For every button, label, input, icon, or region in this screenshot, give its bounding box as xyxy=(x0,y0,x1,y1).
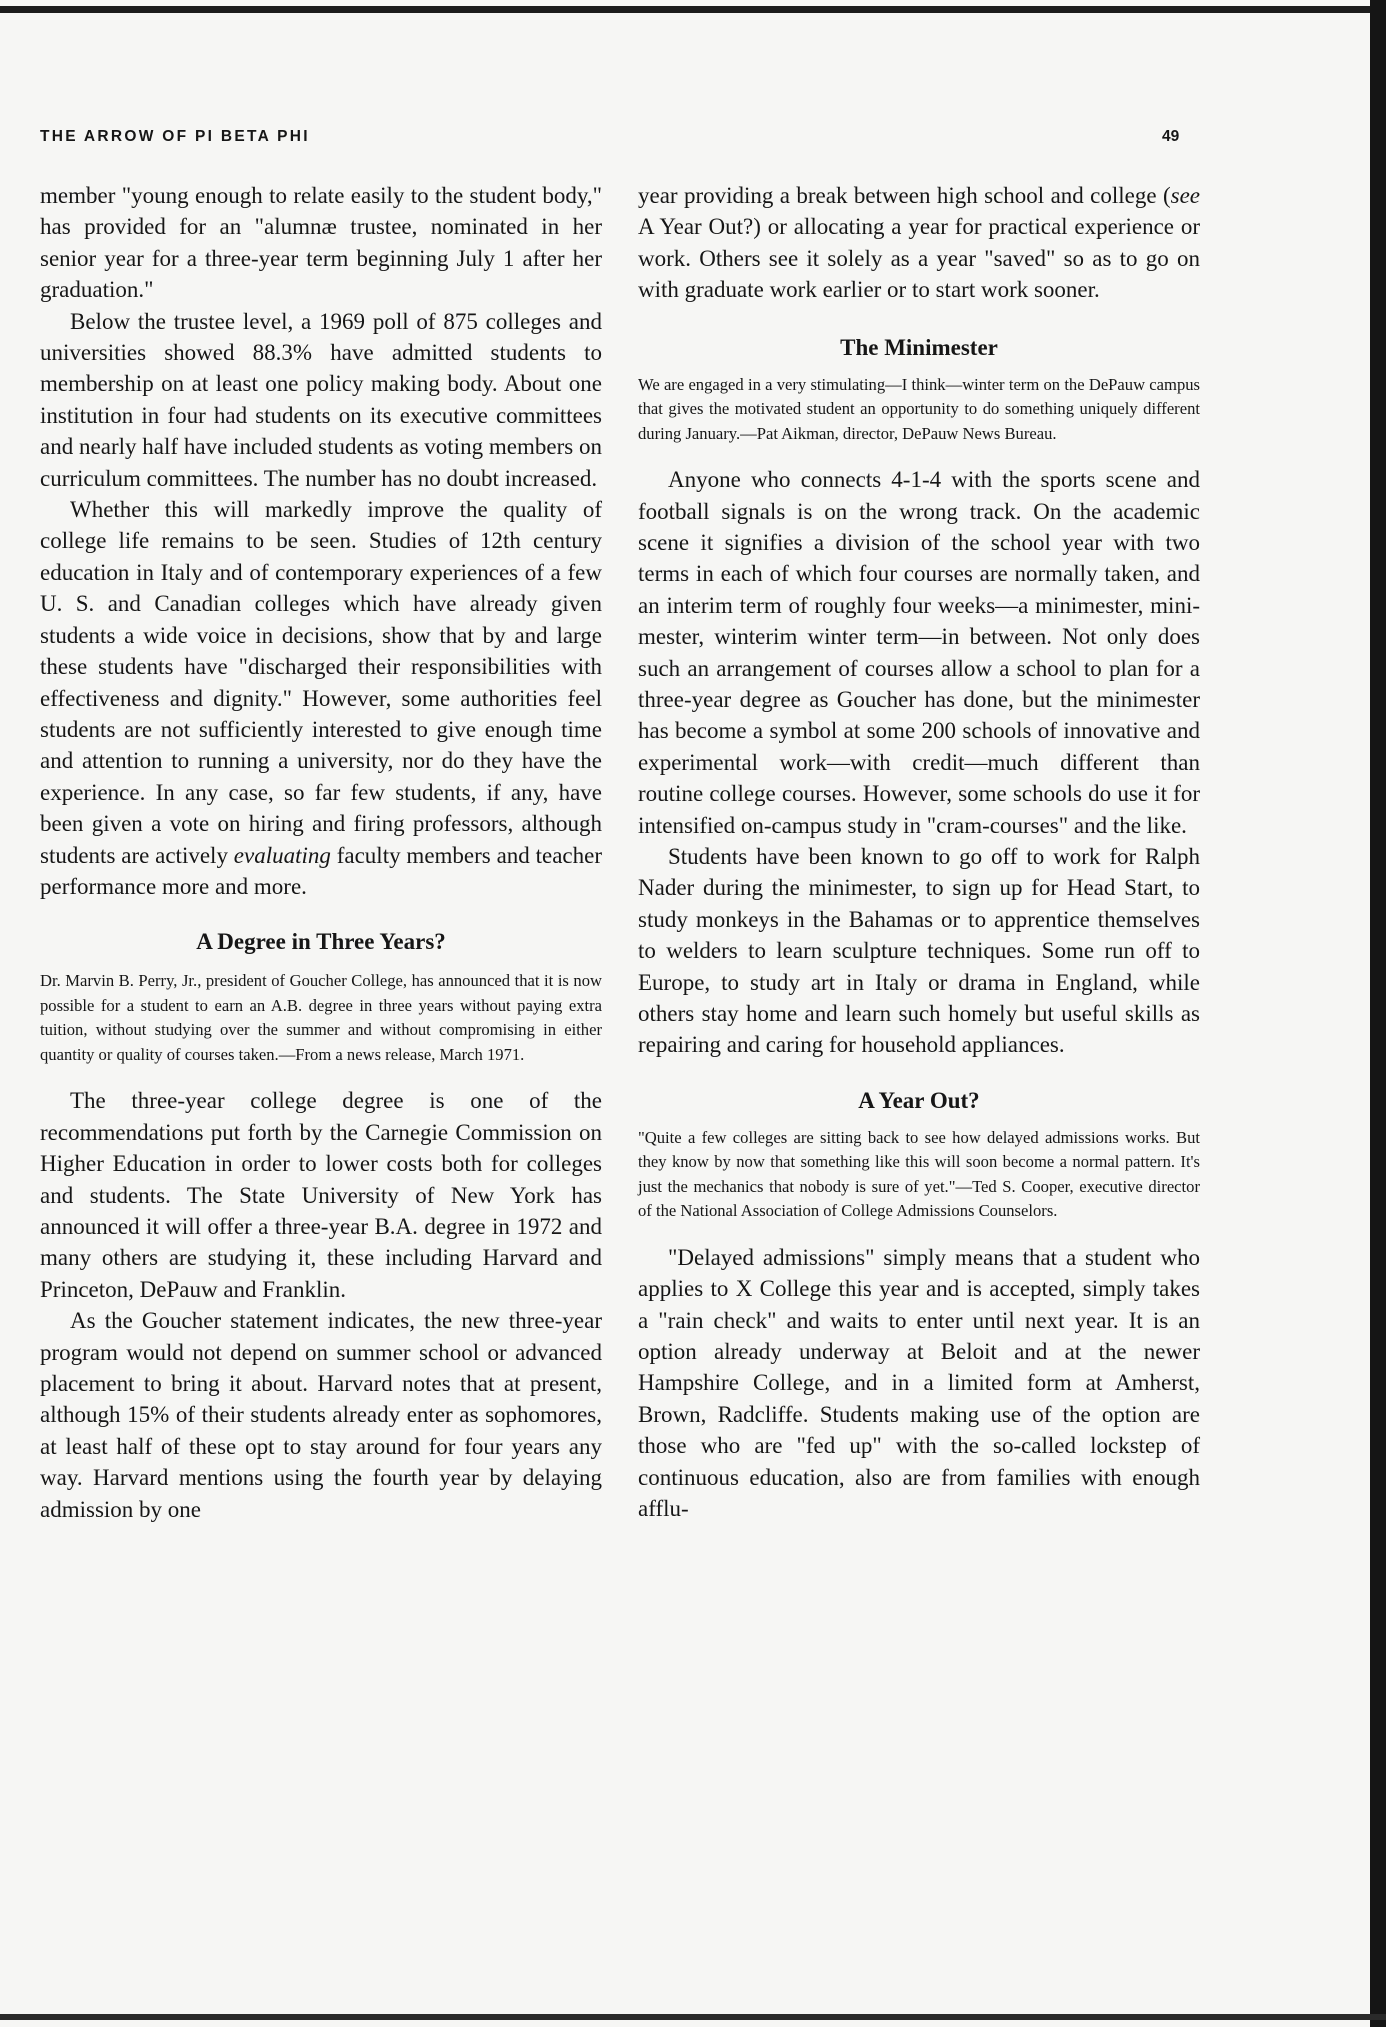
left-paragraph-4: The three-year college degree is one of the recommendations put forth by the Carnegie Commission on Higher Education in order to lower costs both for colleges and students. The State University of New York has announced it will offer a three-year B.A. degree in 1972 and many others are studying it, these including Harvard and Princeton, DePauw and Franklin. xyxy=(40,1088,602,1302)
quote-depauw: We are engaged in a very stimulating—I think—winter term on the DePauw campus that gives the motivated student an opportunity to do something uniquely different during January.—Pat Aikman, director, DePauw News Bureau. xyxy=(638,374,1200,443)
quote-cooper: "Quite a few colleges are sitting back to see how delayed admissions works. But they know by now that something like this will soon become a normal pattern. It's just the mechanics that nobody is sure of yet."—Ted S. Cooper, executive director of the National Association of College Admissions Counselors. xyxy=(638,1127,1200,1221)
left-paragraph-2: Below the trustee level, a 1969 poll of 875 colleges and universities showed 88.3% have admitted students to membership on at least one policy making body. About one institution in four had students on its executive committees and nearly half have included students as voting members on curriculum committees. The number has no doubt increased. xyxy=(40,308,602,491)
right-paragraph-1-text-a: year providing a break between high school and college ( xyxy=(638,183,1171,208)
heading-degree-in-three-years: A Degree in Three Years? xyxy=(196,929,446,955)
quote-goucher: Dr. Marvin B. Perry, Jr., president of Goucher College, has announced that it is now possible for a student to earn an A.B. degree in three years without paying extra tuition, without studying over the summer and without compromising in either quantity or quality of courses taken.—From a news release, March 1971. xyxy=(40,971,602,1064)
heading-minimester: The Minimester xyxy=(840,334,998,360)
left-column xyxy=(40,180,602,1525)
right-paragraph-3: Students have been known to go off to work for Ralph Nader during the minimester, to sign up for Head Start, to study monkeys in the Bahamas or to apprentice themselves to welders to learn sculpture techniques. Some run off to Europe, to study art in Italy or drama in England, while others stay home and learn such homely but useful skills as repairing and caring for household appliances. xyxy=(638,844,1200,1058)
emphasis-see: see xyxy=(1170,183,1200,208)
page-number: 49 xyxy=(1162,128,1180,145)
right-column xyxy=(638,180,1200,1525)
right-page-edge xyxy=(1370,0,1386,2027)
left-paragraph-1: member "young enough to relate easily to the student body," has provided for an "alumnæ trustee, nominated in her senior year for a three-year term beginning July 1 after her graduation." xyxy=(40,183,602,303)
running-head: THE ARROW OF PI BETA PHI xyxy=(40,128,310,145)
right-paragraph-4: "Delayed admissions" simply means that a student who applies to X College this year and is accepted, simply takes a "rain check" and waits to enter until next year. It is an option already underway at Beloit and at the newer Hampshire College, and in a limited form at Amherst, Brown, Radcliffe. Students making use of the option are those who are "fed up" with the so-called lockstep of continuous education, also are from families with enough afflu- xyxy=(638,1244,1200,1522)
bottom-border-rule xyxy=(0,2014,1386,2020)
left-paragraph-3-text-a: Whether this will markedly improve the quality of college life remains to be seen. Studies of 12th century education in Italy and of contemporary experiences of a few U. S. and Canadian colleges which have already given students a wide voice in decisions, show that by and large these students have "discharged their responsibilities with effectiveness and dignity." However, some authorities feel students are not sufficiently interested to give enough time and attention to running a university, nor do they have the experience. In any case, so far few students, if any, have been given a vote on hiring and firing professors, although students are actively xyxy=(40,497,602,868)
left-paragraph-3-text-b: faculty members and teacher performance more and more. xyxy=(40,842,603,899)
right-paragraph-1 xyxy=(638,180,1200,306)
right-paragraph-2: Anyone who connects 4-1-4 with the sports scene and football signals is on the wrong track. On the academic scene it signifies a division of the school year with two terms in each of which four courses are normally taken, and an interim term of roughly four weeks—a minimester, mini-mester, winterim winter term—in between. Not only does such an arrangement of courses allow a school to plan for a three-year degree as Goucher has done, but the minimester has become a symbol at some 200 schools of innovative and experimental work—with credit—much different than routine college courses. However, some schools do use it for intensified on-campus study in "cram-courses" and the like. xyxy=(638,467,1200,838)
left-paragraph-5: As the Goucher statement indicates, the new three-year program would not depend on summer school or advanced placement to bring it about. Harvard notes that at present, although 15% of their students already enter as sophomores, at least half of these opt to stay around for four years any way. Harvard mentions using the fourth year by delaying admission by one xyxy=(40,1308,602,1522)
heading-year-out: A Year Out? xyxy=(858,1087,980,1113)
left-paragraph-3 xyxy=(40,494,602,902)
top-border-rule xyxy=(0,6,1386,13)
emphasis-evaluating: evaluating xyxy=(233,842,331,868)
right-paragraph-1-text-b: A Year Out?) or allocating a year for practical experience or work. Others see it solely as a year "saved" so as to go on with graduate work earlier or to start work sooner. xyxy=(638,214,1200,303)
